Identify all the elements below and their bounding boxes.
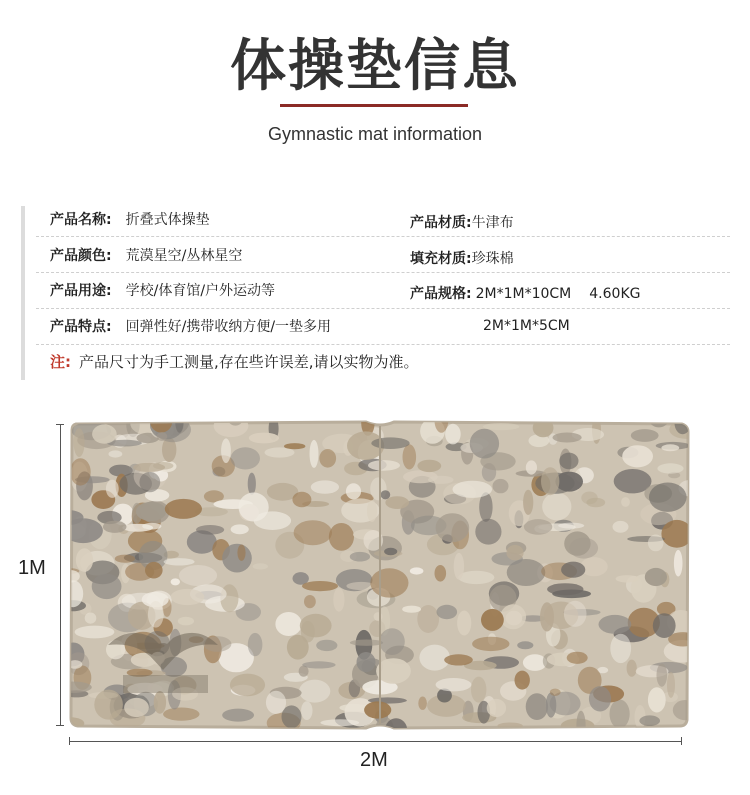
product-color-value: 荒漠星空/丛林星空	[125, 248, 243, 264]
product-name-field	[50, 209, 210, 229]
width-dimension-tick	[681, 737, 682, 745]
note-text: 产品尺寸为手工测量,存在些许误差,请以实物为准。	[79, 353, 419, 371]
fill-material-field	[410, 248, 514, 268]
product-name-value: 折叠式体操垫	[125, 212, 210, 228]
page-subtitle: Gymnastic mat information	[267, 124, 483, 144]
product-material-label: 产品材质:	[410, 215, 472, 231]
gym-mat-image	[68, 420, 690, 730]
height-dimension-line	[60, 424, 61, 725]
width-dimension-tick	[69, 737, 70, 745]
height-label: 1M	[18, 557, 46, 579]
note-line	[50, 351, 419, 372]
note-mark: 注:	[50, 353, 71, 371]
fill-material-label: 填充材质:	[410, 251, 472, 267]
title-underline	[280, 104, 468, 107]
fill-material-value: 珍珠棉	[471, 251, 514, 267]
width-label: 2M	[360, 749, 388, 771]
height-dimension-tick	[56, 424, 64, 425]
row-divider	[36, 308, 730, 309]
product-color-field	[50, 245, 242, 265]
page-title: 体操垫信息	[230, 34, 520, 99]
product-spec-value-1: 2M*1M*10CM	[475, 286, 572, 302]
product-spec-label: 产品规格:	[410, 286, 472, 302]
row-divider	[36, 344, 730, 345]
product-feature-value: 回弹性好/携带收纳方便/一垫多用	[125, 319, 332, 335]
product-name-label: 产品名称:	[50, 212, 112, 228]
product-feature-field	[50, 316, 331, 336]
product-use-field	[50, 280, 275, 300]
product-spec-field	[410, 283, 640, 303]
row-divider	[36, 236, 730, 237]
info-side-bar	[21, 206, 25, 380]
product-weight-value: 4.60KG	[589, 286, 641, 302]
product-spec-value-2: 2M*1M*5CM	[483, 318, 570, 334]
row-divider	[36, 272, 730, 273]
product-use-value: 学校/体育馆/户外运动等	[125, 283, 276, 299]
product-material-field	[410, 212, 514, 232]
product-color-label: 产品颜色:	[50, 248, 112, 264]
width-dimension-line	[69, 741, 682, 742]
product-feature-label: 产品特点:	[50, 319, 112, 335]
product-use-label: 产品用途:	[50, 283, 112, 299]
product-material-value: 牛津布	[471, 215, 514, 231]
height-dimension-tick	[56, 725, 64, 726]
